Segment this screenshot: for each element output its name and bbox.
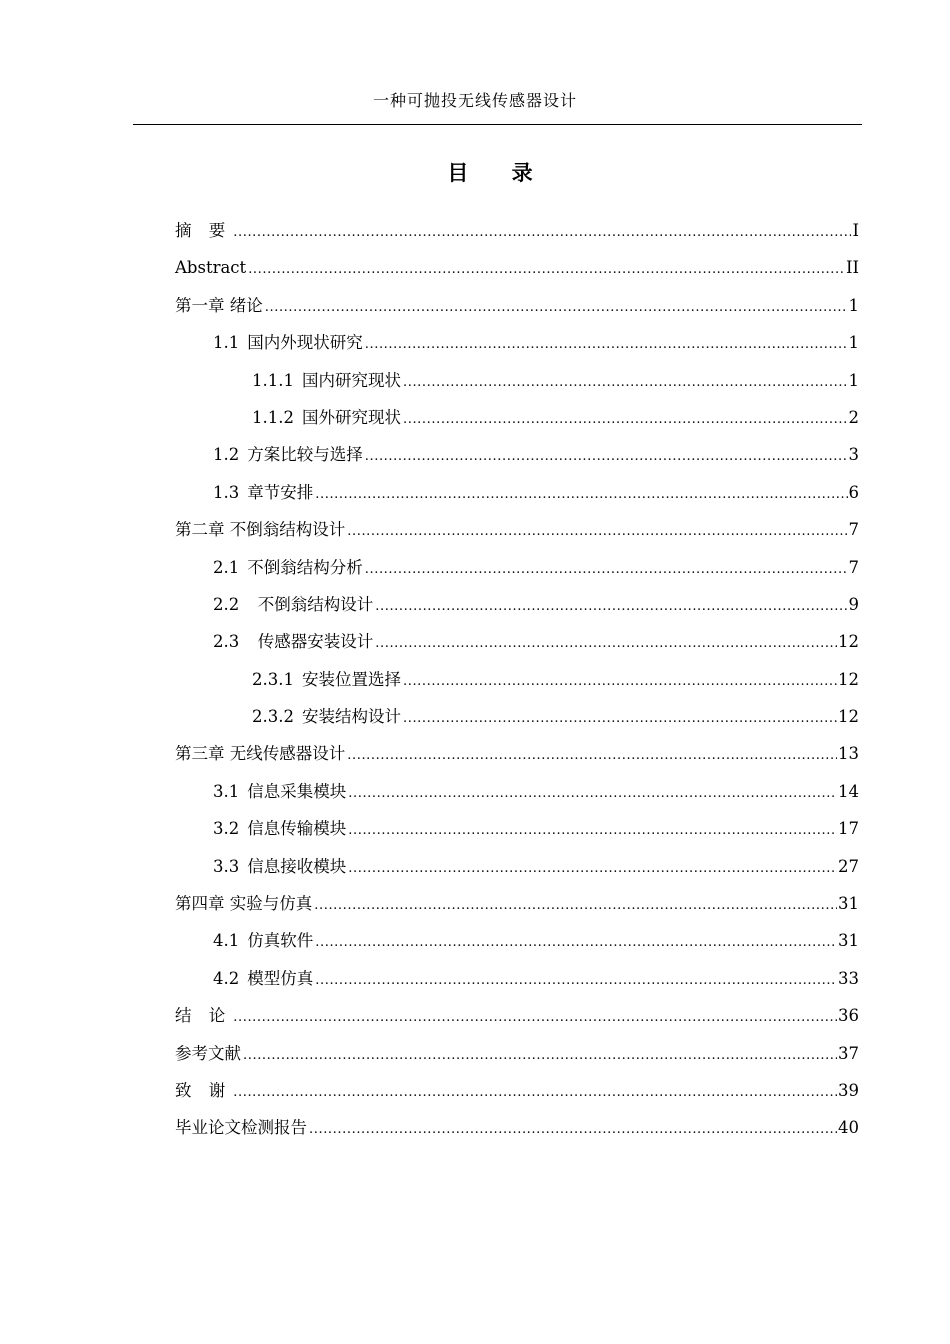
toc-entry-number: 2.1 [213,557,240,577]
toc-entry-page: 6 [848,482,859,502]
toc-entry-page: II [845,258,859,278]
toc-entry-page: 1 [848,295,859,315]
toc-entry-label: 结 论 [175,1006,232,1026]
toc-leader-dots [248,251,845,288]
toc-entry-label: 信息传输模块 [247,819,347,839]
toc-entry-number: 2.2 [213,594,240,614]
toc-entry-page: 39 [838,1080,859,1100]
toc-entry-label: 摘 要 [175,221,232,240]
toc-entry-number: 3.2 [213,819,240,839]
toc-entry[interactable] [175,249,859,286]
toc-entry[interactable] [175,1072,859,1109]
toc-entry-label: 信息采集模块 [247,781,347,801]
toc-entry-label: 国内研究现状 [301,370,401,390]
table-of-contents [175,212,859,1147]
toc-entry[interactable] [175,997,859,1034]
toc-entry[interactable] [175,549,859,586]
toc-entry-page: 2 [848,407,859,427]
toc-entry-page: 7 [848,520,859,540]
toc-leader-dots [403,401,848,438]
toc-entry-label: 模型仿真 [247,968,314,988]
toc-entry-label: 致 谢 [175,1080,232,1100]
toc-entry-number: 3.3 [213,856,240,876]
toc-leader-dots [365,438,848,475]
toc-entry-page: 37 [838,1043,859,1063]
toc-entry-page: 12 [838,669,859,689]
toc-entry-page: 33 [838,968,859,988]
toc-entry[interactable] [175,212,859,249]
toc-entry[interactable] [175,436,859,473]
toc-entry-number: 4.1 [213,931,240,951]
toc-entry-page: 17 [838,819,859,839]
toc-entry[interactable] [175,362,859,399]
toc-entry-number: 3.1 [213,781,240,801]
toc-leader-dots [403,700,837,737]
toc-entry[interactable] [175,1035,859,1072]
toc-entry-number: 1.1.2 [252,407,294,427]
toc-entry-page: 12 [838,707,859,727]
toc-leader-dots [315,962,837,999]
toc-title: 目 录 [447,160,551,185]
toc-entry-page: 3 [848,445,859,465]
toc-leader-dots [265,289,848,326]
toc-entry[interactable] [175,399,859,436]
toc-leader-dots [233,999,837,1036]
toc-entry-page: 13 [838,744,859,764]
toc-entry-page: 1 [848,333,859,353]
toc-entry-label: 安装位置选择 [301,669,401,689]
toc-entry-label: 不倒翁结构设计 [247,594,374,614]
toc-leader-dots [375,625,837,662]
toc-entry-label: 传感器安装设计 [247,632,374,652]
toc-entry-page: 40 [838,1118,859,1138]
toc-leader-dots [314,887,837,924]
toc-entry-label: 章节安排 [247,482,314,502]
toc-leader-dots [365,551,848,588]
toc-entry-page: 7 [848,557,859,577]
toc-entry-number: 1.1.1 [252,370,294,390]
toc-leader-dots [347,513,847,550]
toc-entry-number: 2.3.1 [252,669,294,689]
toc-leader-dots [243,1037,837,1074]
running-header: 一种可抛投无线传感器设计 [372,91,577,110]
toc-entry-label: 第三章 无线传感器设计 [175,744,346,764]
toc-entry-label: Abstract [175,258,247,278]
toc-entry[interactable] [175,698,859,735]
toc-entry-label: 国内外现状研究 [247,333,363,353]
toc-leader-dots [403,364,848,401]
toc-leader-dots [233,1074,837,1111]
toc-entry[interactable] [175,922,859,959]
header-rule [133,124,862,125]
toc-entry[interactable] [175,474,859,511]
toc-entry-label: 方案比较与选择 [247,445,363,465]
toc-leader-dots [347,737,837,774]
toc-leader-dots [309,1111,837,1148]
toc-entry-number: 1.3 [213,482,240,502]
toc-entry[interactable] [175,586,859,623]
toc-leader-dots [375,588,847,625]
toc-entry-label: 毕业论文检测报告 [175,1118,307,1138]
toc-leader-dots [315,476,847,513]
toc-entry[interactable] [175,810,859,847]
toc-leader-dots [315,924,837,961]
toc-entry-number: 2.3.2 [252,707,294,727]
toc-entry-page: 27 [838,856,859,876]
toc-leader-dots [233,214,851,251]
toc-entry-label: 安装结构设计 [301,707,401,727]
toc-entry[interactable] [175,735,859,772]
toc-entry-label: 参考文献 [175,1043,241,1063]
toc-entry-label: 第四章 实验与仿真 [175,894,313,914]
toc-leader-dots [365,326,848,363]
toc-entry[interactable] [175,324,859,361]
toc-entry[interactable] [175,511,859,548]
toc-entry-page: 14 [838,781,859,801]
toc-entry-label: 第二章 不倒翁结构设计 [175,520,346,540]
toc-entry[interactable] [175,287,859,324]
toc-entry-number: 2.3 [213,632,240,652]
toc-entry[interactable] [175,661,859,698]
toc-entry-number: 1.2 [213,445,240,465]
toc-leader-dots [403,663,837,700]
toc-entry-page: 12 [838,632,859,652]
toc-entry-page: 31 [838,894,859,914]
toc-entry-label: 信息接收模块 [247,856,347,876]
toc-entry-number: 1.1 [213,333,240,353]
toc-leader-dots [348,775,837,812]
toc-entry-page: 31 [838,931,859,951]
toc-entry-page: 1 [848,370,859,390]
toc-entry[interactable] [175,623,859,660]
toc-entry[interactable] [175,885,859,922]
toc-entry-page: 9 [848,594,859,614]
toc-entry[interactable] [175,960,859,997]
toc-entry-label: 仿真软件 [247,931,314,951]
toc-leader-dots [348,812,837,849]
toc-entry-page: I [852,221,859,240]
toc-entry-label: 国外研究现状 [301,407,401,427]
toc-entry-page: 36 [838,1006,859,1026]
toc-entry[interactable] [175,848,859,885]
toc-entry[interactable] [175,1109,859,1146]
toc-entry-number: 4.2 [213,968,240,988]
toc-entry-label: 不倒翁结构分析 [247,557,363,577]
toc-leader-dots [348,850,837,887]
toc-entry[interactable] [175,773,859,810]
toc-entry-label: 第一章 绪论 [175,295,263,315]
